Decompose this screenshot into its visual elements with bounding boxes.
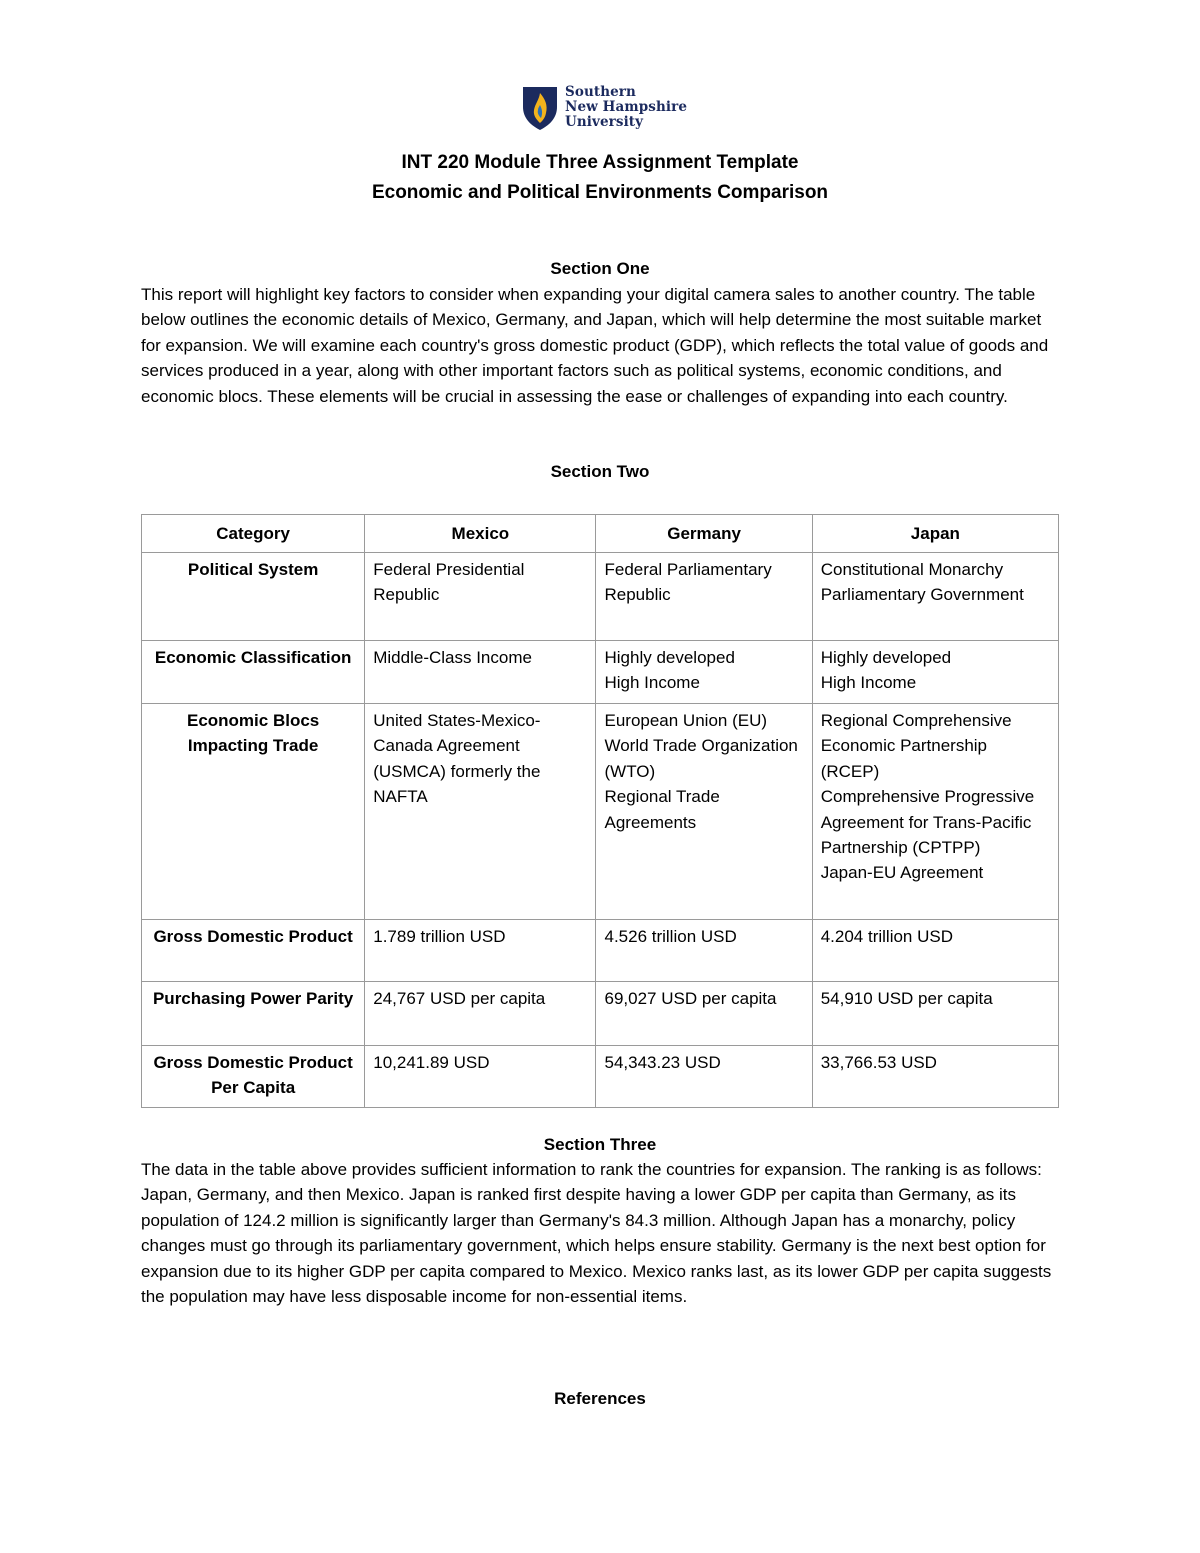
row-category-cell: Economic Classification: [142, 641, 365, 704]
logo-wordmark: [565, 85, 687, 130]
table-row: [142, 920, 1059, 982]
section-three-body: The data in the table above provides sufficient information to rank the countries for expansion. The ranking is as follows: Japan, Germany, and then Mexico. Japan is ranked first despite having a lower GDP per capita than Germany, as its population of 124.2 million is significantly larger than Germany's 84.3 million. Although Japan has a monarchy, policy changes must go through its parliamentary government, which helps ensure stability. Germany is the next best option for expansion due to its higher GDP per capita compared to Mexico. Mexico ranks last, as its lower GDP per capita suggests the population may have less disposable income for non-essential items.: [141, 1160, 1052, 1307]
cell-line: 4.204 trillion USD: [820, 927, 953, 946]
cell-germany: [596, 920, 812, 982]
table-header-cell: Category: [142, 515, 365, 553]
cell-line: European Union (EU): [604, 711, 768, 730]
logo-line-1: Southern: [565, 84, 636, 100]
cell-mexico: [365, 1046, 596, 1108]
table-row: [142, 553, 1059, 641]
cell-mexico: [365, 920, 596, 982]
cell-mexico: [365, 641, 596, 704]
cell-germany: [596, 982, 812, 1046]
document-title: INT 220 Module Three Assignment Template: [401, 152, 799, 173]
row-category-cell: Gross Domestic Product Per Capita: [142, 1046, 365, 1108]
cell-japan: [812, 704, 1058, 920]
cell-japan: [812, 1046, 1058, 1108]
row-category-cell: Gross Domestic Product: [142, 920, 365, 982]
cell-japan: [812, 982, 1058, 1046]
cell-line: Regional Trade Agreements: [604, 787, 720, 832]
cell-line: Constitutional Monarchy Parliamentary Government: [820, 560, 1024, 605]
table-header-cell: Mexico: [365, 515, 596, 553]
table-row: [142, 704, 1059, 920]
cell-line: High Income: [820, 673, 917, 693]
section-one-heading: Section One: [550, 259, 650, 278]
logo-line-3: University: [565, 114, 644, 130]
cell-line: High Income: [604, 673, 700, 693]
cell-line: 33,766.53 USD: [820, 1053, 937, 1072]
document-title-block: [0, 148, 1200, 208]
shield-flame-icon: [521, 85, 559, 131]
section-two-heading: Section Two: [550, 462, 650, 481]
cell-line: 1.789 trillion USD: [373, 927, 506, 946]
cell-japan: [812, 641, 1058, 704]
cell-line: Federal Presidential Republic: [373, 560, 525, 605]
row-category-cell: Purchasing Power Parity: [142, 982, 365, 1046]
cell-japan: [812, 920, 1058, 982]
cell-line: United States-Mexico-Canada Agreement (USMCA) formerly the NAFTA: [373, 711, 541, 807]
table-row: [142, 982, 1059, 1046]
table-header-cell: Germany: [596, 515, 812, 553]
document-subtitle: Economic and Political Environments Comparison: [371, 182, 829, 203]
cell-line: 10,241.89 USD: [373, 1053, 490, 1072]
section-one-body: This report will highlight key factors to consider when expanding your digital camera sales to another country. The table below outlines the economic details of Mexico, Germany, and Japan, which will help determine the most suitable market for expansion. We will examine each country's gross domestic product (GDP), which reflects the total value of goods and services produced in a year, along with other important factors such as political systems, economic conditions, and economic blocs. These elements will be crucial in assessing the ease or challenges of expanding into each country.: [141, 285, 1049, 406]
cell-line: 69,027 USD per capita: [604, 989, 777, 1008]
cell-line: Federal Parliamentary Republic: [604, 560, 772, 605]
cell-mexico: [365, 704, 596, 920]
table-header-row: [142, 515, 1059, 553]
row-category-cell: Political System: [142, 553, 365, 641]
cell-line: 4.526 trillion USD: [604, 927, 737, 946]
table-row: [142, 1046, 1059, 1108]
cell-line: World Trade Organization (WTO): [604, 736, 798, 781]
section-three-heading: Section Three: [543, 1135, 657, 1154]
cell-line: Highly developed: [820, 648, 952, 667]
cell-germany: [596, 1046, 812, 1108]
cell-line: Middle-Class Income: [373, 648, 532, 667]
table-header-cell: Japan: [812, 515, 1058, 553]
row-category-cell: Economic Blocs Impacting Trade: [142, 704, 365, 920]
cell-germany: [596, 704, 812, 920]
cell-line: Highly developed: [604, 648, 735, 667]
university-logo: [521, 85, 691, 133]
table-row: [142, 641, 1059, 704]
cell-line: Regional Comprehensive Economic Partnership (RCEP): [820, 711, 1012, 781]
cell-germany: [596, 553, 812, 641]
cell-japan: [812, 553, 1058, 641]
logo-line-2: New Hampshire: [565, 99, 688, 115]
cell-mexico: [365, 982, 596, 1046]
references-heading: References: [554, 1389, 646, 1408]
cell-line: 24,767 USD per capita: [373, 989, 546, 1008]
cell-line: Comprehensive Progressive Agreement for Trans-Pacific Partnership (CPTPP): [820, 787, 1035, 858]
cell-line: 54,910 USD per capita: [820, 989, 993, 1008]
cell-line: Japan-EU Agreement: [820, 863, 984, 883]
cell-mexico: [365, 553, 596, 641]
cell-line: 54,343.23 USD: [604, 1053, 721, 1072]
country-comparison-table: [141, 514, 1059, 1108]
cell-germany: [596, 641, 812, 704]
